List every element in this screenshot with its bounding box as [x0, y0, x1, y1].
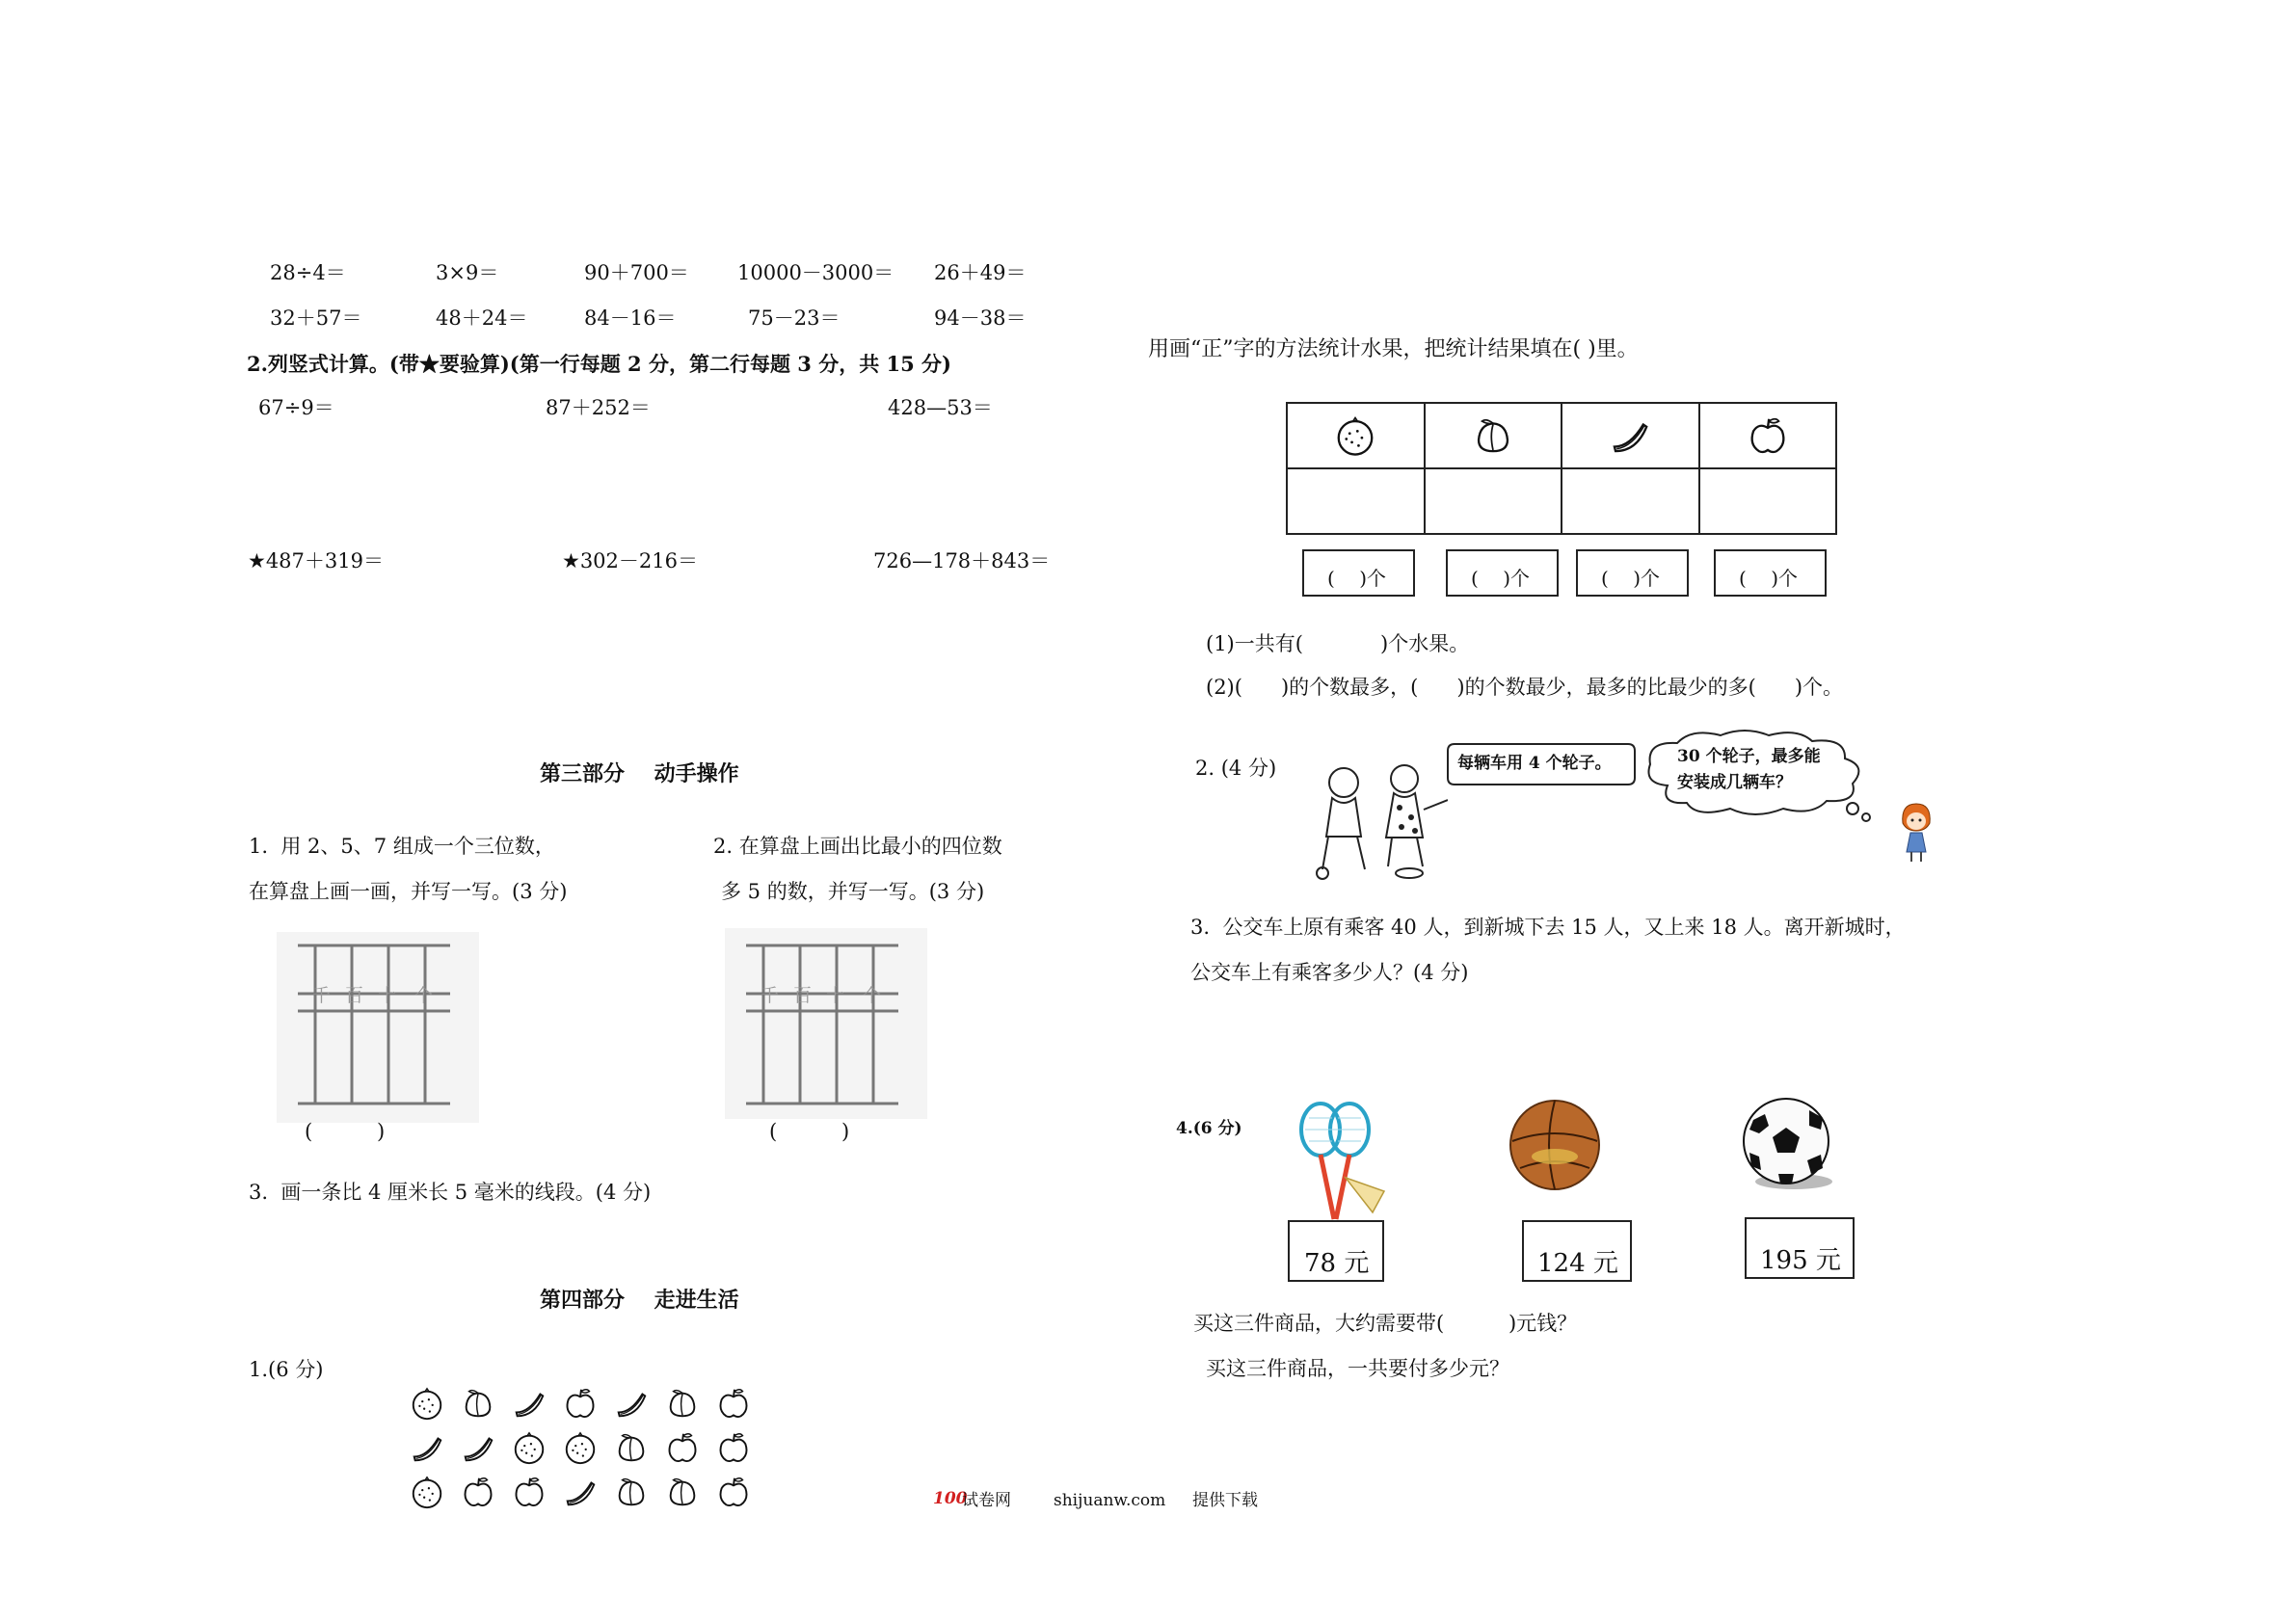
vertical-item: 726—178＋843＝ [873, 549, 1051, 572]
banana-icon [562, 1474, 599, 1510]
count-box-text: ( )个 [1327, 567, 1387, 590]
p3-q2-line2: 多 5 的数，并写一写。(3 分) [721, 880, 985, 903]
abacus-label: 个 [414, 985, 434, 1006]
abacus-label: 千 [312, 985, 332, 1006]
price-text: 195 元 [1760, 1246, 1841, 1275]
part-3-title: 第三部分 动手操作 [540, 761, 739, 786]
speech-bubble-2 [1639, 728, 1889, 824]
bubble-2-text-1: 30 个轮子，最多能 [1677, 747, 1821, 766]
fruit-tally-table [1286, 402, 1837, 535]
abacus-2-answer[interactable]: ( ) [769, 1120, 850, 1143]
vertical-item: 67÷9＝ [258, 396, 334, 419]
p3-q1-line1: 1. 用 2、5、7 组成一个三位数， [249, 835, 555, 858]
apple-icon [460, 1474, 496, 1510]
children-illustration [1303, 759, 1448, 885]
speech-bubble-1 [1445, 741, 1638, 789]
tally-cell[interactable] [1562, 468, 1699, 534]
price-box [1522, 1220, 1632, 1282]
bubble-1-text: 每辆车用 4 个轮子。 [1457, 754, 1612, 773]
price-box [1288, 1220, 1384, 1282]
fruit-grid-item [613, 1385, 650, 1422]
q4-line1: 买这三件商品，大约需要带( )元钱？ [1193, 1312, 1578, 1335]
orange-icon [1333, 413, 1377, 458]
oral-item: 75－23＝ [748, 306, 841, 330]
fruit-grid-item [460, 1474, 496, 1510]
count-box-text: ( )个 [1471, 567, 1531, 590]
peach-icon [613, 1429, 650, 1466]
part-4-title: 第四部分 走进生活 [540, 1288, 739, 1313]
apple-icon [664, 1429, 701, 1466]
apple-icon [715, 1429, 752, 1466]
price-text: 78 元 [1304, 1249, 1370, 1278]
fruit-grid-item [664, 1429, 701, 1466]
tally-header-cell [1425, 403, 1562, 468]
q1-part-1: (1)一共有( )个水果。 [1206, 632, 1470, 655]
count-box[interactable] [1714, 549, 1827, 597]
tally-header-cell [1562, 403, 1699, 468]
abacus-1-answer[interactable]: ( ) [305, 1120, 386, 1143]
fruit-count-instruction: 用画“正”字的方法统计水果，把统计结果填在( )里。 [1148, 337, 1639, 361]
q4-line2: 买这三件商品，一共要付多少元？ [1206, 1357, 1509, 1380]
fruit-grid-item [409, 1385, 445, 1422]
fruit-grid-item [562, 1429, 599, 1466]
orange-icon [511, 1429, 547, 1466]
abacus-label: 千 [761, 985, 780, 1006]
fruit-grid-item [562, 1474, 599, 1510]
apple-icon [511, 1474, 547, 1510]
footer-note: 提供下载 [1192, 1491, 1258, 1510]
fruit-grid-item [715, 1385, 752, 1422]
q4-label: 4.(6 分) [1176, 1119, 1242, 1138]
tally-cell[interactable] [1425, 468, 1562, 534]
q3-line1: 3. 公交车上原有乘客 40 人，到新城下去 15 人，又上来 18 人。离开新城时， [1190, 916, 1906, 939]
tally-header-cell [1287, 403, 1425, 468]
tally-cell[interactable] [1287, 468, 1425, 534]
banana-icon [409, 1429, 445, 1466]
oral-item: 90＋700＝ [584, 261, 689, 284]
oral-item: 84－16＝ [584, 306, 677, 330]
oral-item: 32＋57＝ [270, 306, 362, 330]
abacus-2[interactable] [725, 928, 927, 1119]
peach-icon [664, 1385, 701, 1422]
fruit-grid-item [511, 1474, 547, 1510]
question-2-title: 2.列竖式计算。(带★要验算)(第一行每题 2 分，第二行每题 3 分，共 15 分) [247, 352, 951, 376]
apple-icon [715, 1474, 752, 1510]
girl-illustration [1897, 802, 1936, 865]
p3-q1-line2: 在算盘上画一画，并写一写。(3 分) [249, 880, 568, 903]
abacus-frame [725, 928, 927, 1119]
fruit-grid-item [613, 1429, 650, 1466]
price-box [1745, 1217, 1855, 1279]
apple-icon [562, 1385, 599, 1422]
vertical-item: ★302－216＝ [562, 549, 698, 572]
fruit-grid-item [715, 1474, 752, 1510]
vertical-item: ★487＋319＝ [248, 549, 384, 572]
abacus-label: 十 [378, 985, 397, 1006]
oral-item: 10000－3000＝ [737, 261, 894, 284]
p4-q1-label: 1.(6 分) [249, 1358, 324, 1381]
fruit-grid-item [409, 1429, 445, 1466]
fruit-grid-item [409, 1474, 445, 1510]
fruit-grid-item [613, 1474, 650, 1510]
apple-icon [715, 1385, 752, 1422]
basketball-icon [1507, 1097, 1603, 1193]
abacus-label: 百 [793, 985, 813, 1006]
fruit-grid-item [511, 1385, 547, 1422]
apple-icon [1746, 413, 1790, 458]
peach-icon [1471, 413, 1515, 458]
p3-q2-line1: 2. 在算盘上画出比最小的四位数 [713, 835, 1002, 858]
vertical-item: 428—53＝ [888, 396, 993, 419]
count-box[interactable] [1576, 549, 1689, 597]
tally-cell[interactable] [1699, 468, 1837, 534]
count-box-text: ( )个 [1739, 567, 1799, 590]
fruit-grid-item [664, 1474, 701, 1510]
banana-icon [460, 1429, 496, 1466]
abacus-label: 百 [345, 985, 364, 1006]
fruit-grid-item [460, 1385, 496, 1422]
tally-header-cell [1699, 403, 1837, 468]
orange-icon [409, 1385, 445, 1422]
fruit-grid-item [511, 1429, 547, 1466]
banana-icon [1608, 413, 1652, 458]
badminton-icon [1295, 1099, 1392, 1224]
q1-part-2: (2)( )的个数最多，( )的个数最少，最多的比最少的多( )个。 [1206, 676, 1844, 699]
site-name: 试卷网 [962, 1491, 1011, 1510]
p3-q3: 3. 画一条比 4 厘米长 5 毫米的线段。(4 分) [249, 1181, 652, 1204]
abacus-frame [277, 932, 479, 1123]
count-box[interactable] [1446, 549, 1559, 597]
peach-icon [613, 1474, 650, 1510]
fruit-grid-item [715, 1429, 752, 1466]
count-box-text: ( )个 [1601, 567, 1661, 590]
oral-item: 26＋49＝ [934, 261, 1027, 284]
orange-icon [562, 1429, 599, 1466]
oral-item: 3×9＝ [436, 261, 499, 284]
oral-item: 94－38＝ [934, 306, 1027, 330]
fruit-grid-item [562, 1385, 599, 1422]
count-box[interactable] [1302, 549, 1415, 597]
orange-icon [409, 1474, 445, 1510]
fruit-grid-item [664, 1385, 701, 1422]
abacus-1[interactable] [277, 932, 479, 1123]
banana-icon [511, 1385, 547, 1422]
oral-item: 48＋24＝ [436, 306, 528, 330]
abacus-label: 个 [863, 985, 882, 1006]
oral-item: 28÷4＝ [270, 261, 346, 284]
vertical-item: 87＋252＝ [546, 396, 651, 419]
site-logo: 100 [933, 1489, 968, 1508]
q3-line2: 公交车上有乘客多少人？(4 分) [1190, 961, 1469, 984]
soccer-ball-icon [1740, 1097, 1836, 1193]
price-text: 124 元 [1537, 1249, 1618, 1278]
q2-label: 2. (4 分) [1195, 757, 1277, 780]
fruit-grid [409, 1385, 765, 1530]
fruit-grid-item [460, 1429, 496, 1466]
peach-icon [460, 1385, 496, 1422]
banana-icon [613, 1385, 650, 1422]
bubble-2-text-2: 安装成几辆车？ [1677, 773, 1792, 792]
site-url[interactable]: shijuanw.com [1054, 1491, 1166, 1510]
abacus-label: 十 [826, 985, 845, 1006]
peach-icon [664, 1474, 701, 1510]
